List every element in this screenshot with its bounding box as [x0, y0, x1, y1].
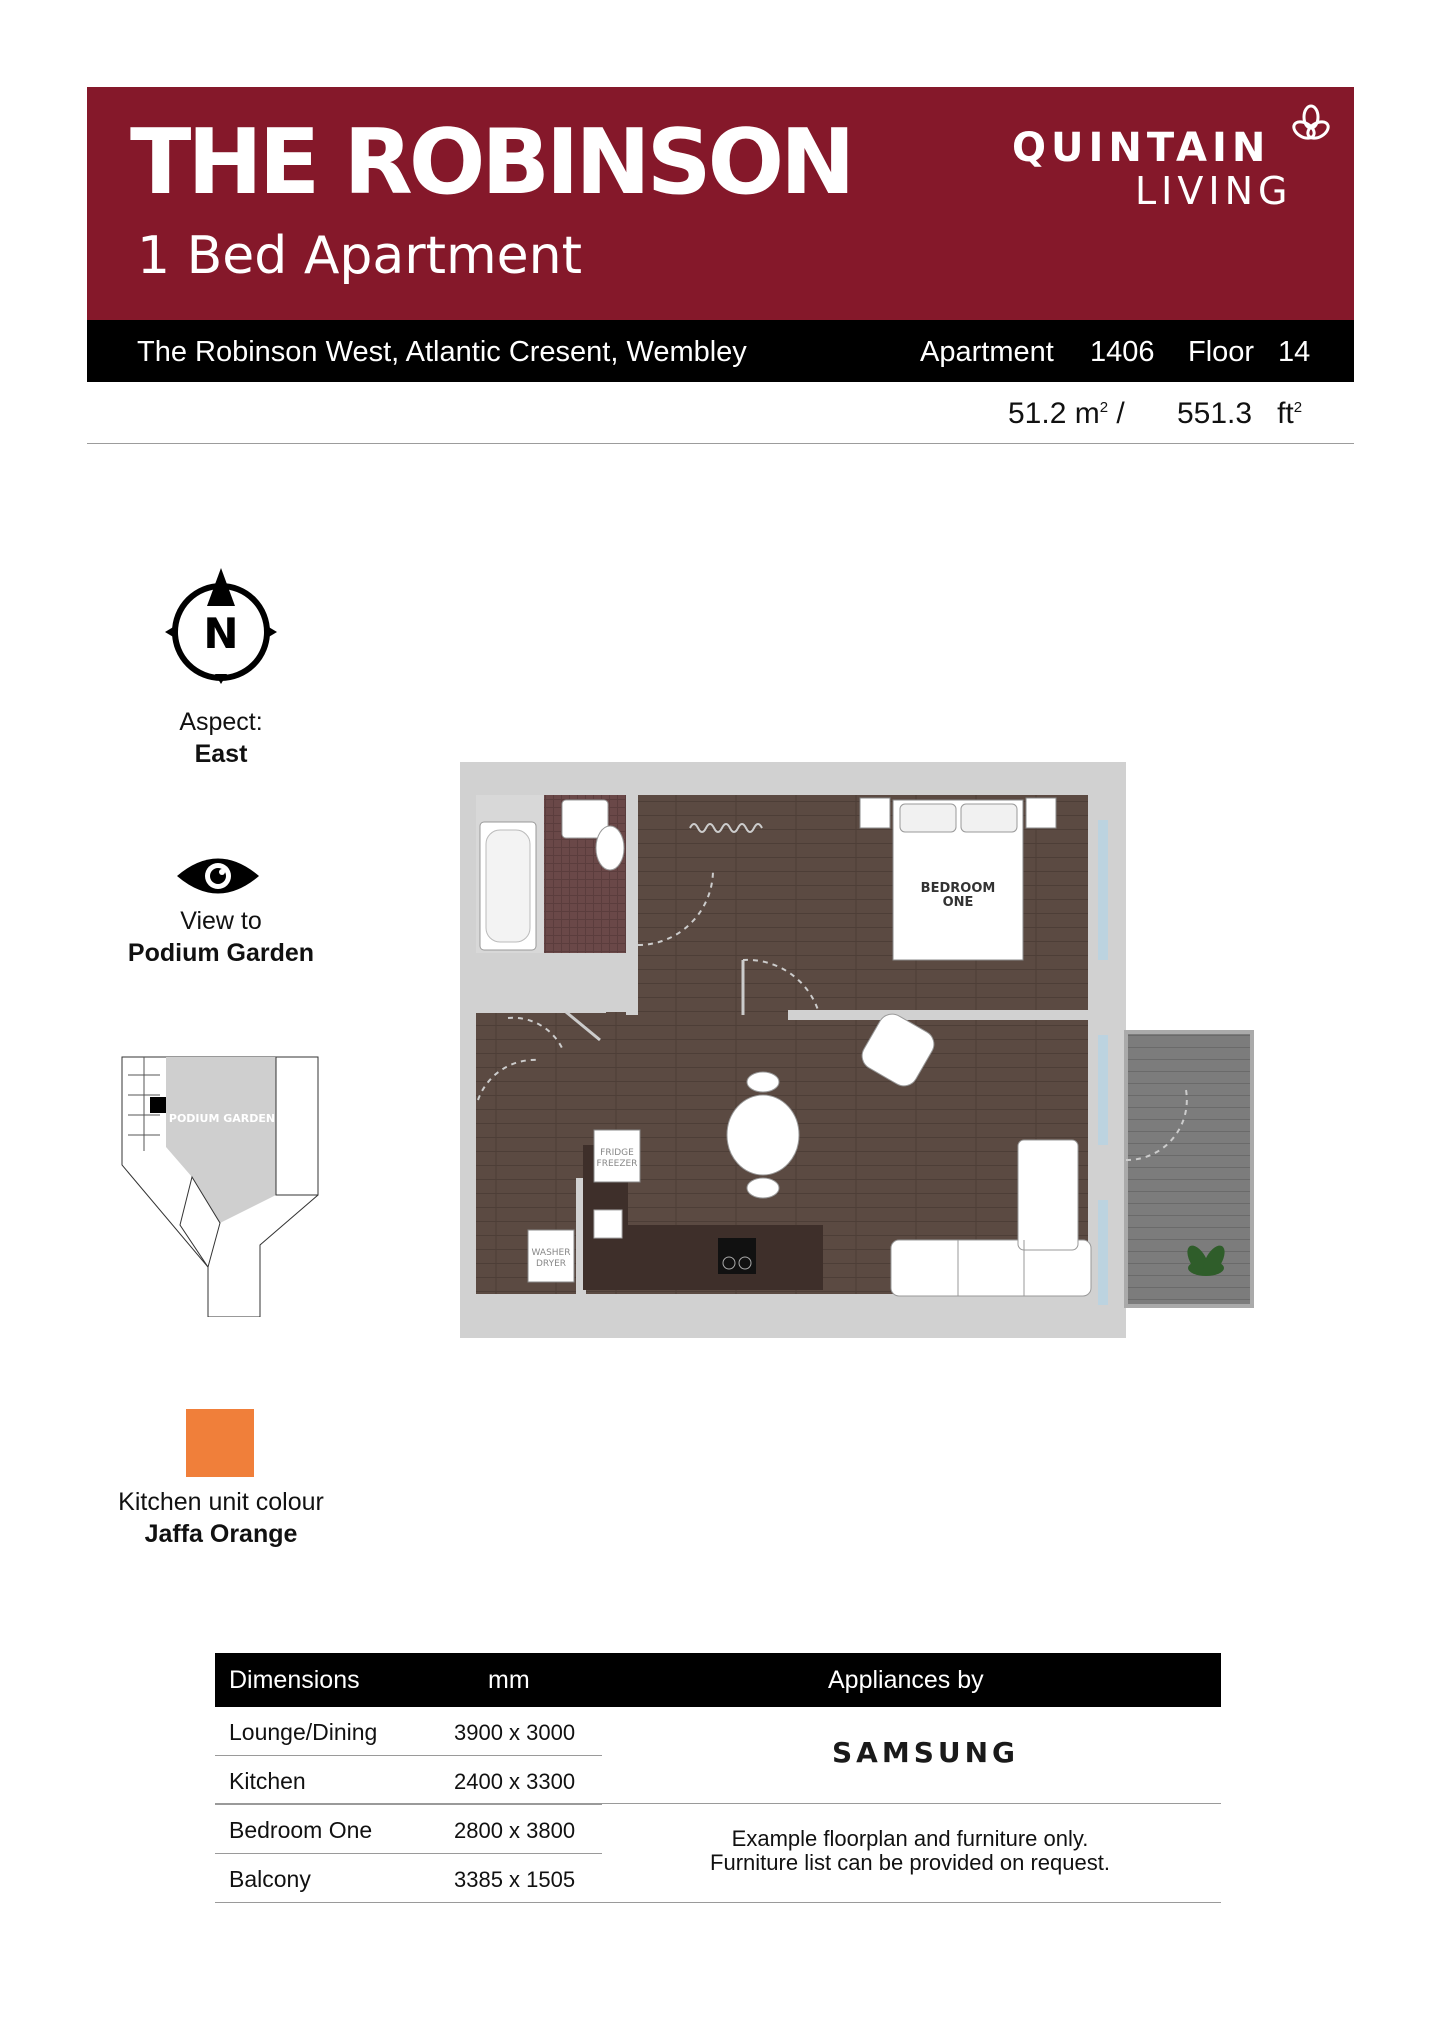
- disclaimer-line2: Furniture list can be provided on request.: [710, 1850, 1110, 1875]
- aspect-value: East: [194, 740, 248, 768]
- table-bottom-line: [215, 1902, 1221, 1903]
- appliance-brand-logo: SAMSUNG: [832, 1736, 1020, 1769]
- eye-icon: [175, 853, 261, 899]
- row-size: 2800 x 3800: [454, 1818, 576, 1843]
- header-mm: mm: [488, 1666, 530, 1694]
- floorplan: [458, 760, 1258, 1340]
- table-row: [215, 1756, 602, 1805]
- row-size: 3385 x 1505: [454, 1867, 576, 1892]
- area-ft2-value: 551.3: [1177, 397, 1253, 430]
- kitchen-colour-swatch: [186, 1409, 254, 1477]
- view-label: View to: [180, 907, 262, 935]
- row-room: Balcony: [229, 1866, 311, 1892]
- fridge-label-line1: FRIDGE: [600, 1148, 634, 1158]
- kitchen-colour-label: Kitchen unit colour: [118, 1488, 324, 1516]
- washer-label-line1: WASHER: [531, 1248, 571, 1258]
- bedroom-label-line2: ONE: [942, 895, 974, 910]
- page-title: THE ROBINSON: [130, 110, 852, 215]
- table-row: [215, 1854, 602, 1903]
- header-divider: [87, 443, 1354, 444]
- aspect-label: Aspect:: [179, 708, 263, 736]
- fridge-label-line2: FREEZER: [596, 1159, 638, 1169]
- kitchen-colour-value: Jaffa Orange: [144, 1520, 298, 1548]
- floor-number: 14: [1278, 336, 1311, 368]
- table-separator: [215, 1803, 1221, 1804]
- brand-name-line2: LIVING: [1135, 169, 1293, 213]
- row-room: Bedroom One: [229, 1817, 373, 1843]
- bedroom-label-line1: BEDROOM: [920, 881, 996, 896]
- table-row: [215, 1805, 602, 1854]
- row-room: Kitchen: [229, 1768, 306, 1794]
- address: The Robinson West, Atlantic Cresent, Wembley: [137, 336, 747, 368]
- info-bar: [87, 320, 1354, 382]
- header-dimensions: Dimensions: [229, 1666, 360, 1694]
- area-square-feet: 551.3 $ft^2$: [1177, 397, 1303, 430]
- row-room: Lounge/Dining: [229, 1719, 378, 1745]
- site-plan: [120, 1055, 320, 1317]
- view-value: Podium Garden: [127, 939, 315, 967]
- siteplan-label: PODIUM GARDEN: [168, 1112, 276, 1125]
- table-row: [215, 1707, 602, 1756]
- header-appliances: Appliances by: [828, 1666, 984, 1694]
- apartment-label: Apartment: [920, 336, 1054, 368]
- area-square-metres: 51.2 $m^2$ /: [1008, 397, 1125, 430]
- area-m2-value: 51.2: [1008, 397, 1067, 430]
- page-subtitle: 1 Bed Apartment: [137, 226, 583, 286]
- disclaimer-line1: Example floorplan and furniture only.: [731, 1826, 1089, 1851]
- table-header: [215, 1653, 1221, 1707]
- area-ft2-unit: ft: [1277, 397, 1294, 430]
- floor-label: Floor: [1188, 336, 1255, 368]
- trefoil-logo-icon: [1290, 104, 1332, 146]
- brand-name-line1: QUINTAIN: [1012, 125, 1271, 171]
- row-size: 3900 x 3000: [454, 1720, 576, 1745]
- svg-text:N: N: [203, 609, 239, 658]
- area-m2-unit: m: [1074, 397, 1100, 430]
- washer-label-line2: DRYER: [535, 1259, 567, 1269]
- apartment-number: 1406: [1090, 336, 1155, 368]
- row-size: 2400 x 3300: [454, 1769, 576, 1794]
- compass-north-icon: [163, 566, 279, 684]
